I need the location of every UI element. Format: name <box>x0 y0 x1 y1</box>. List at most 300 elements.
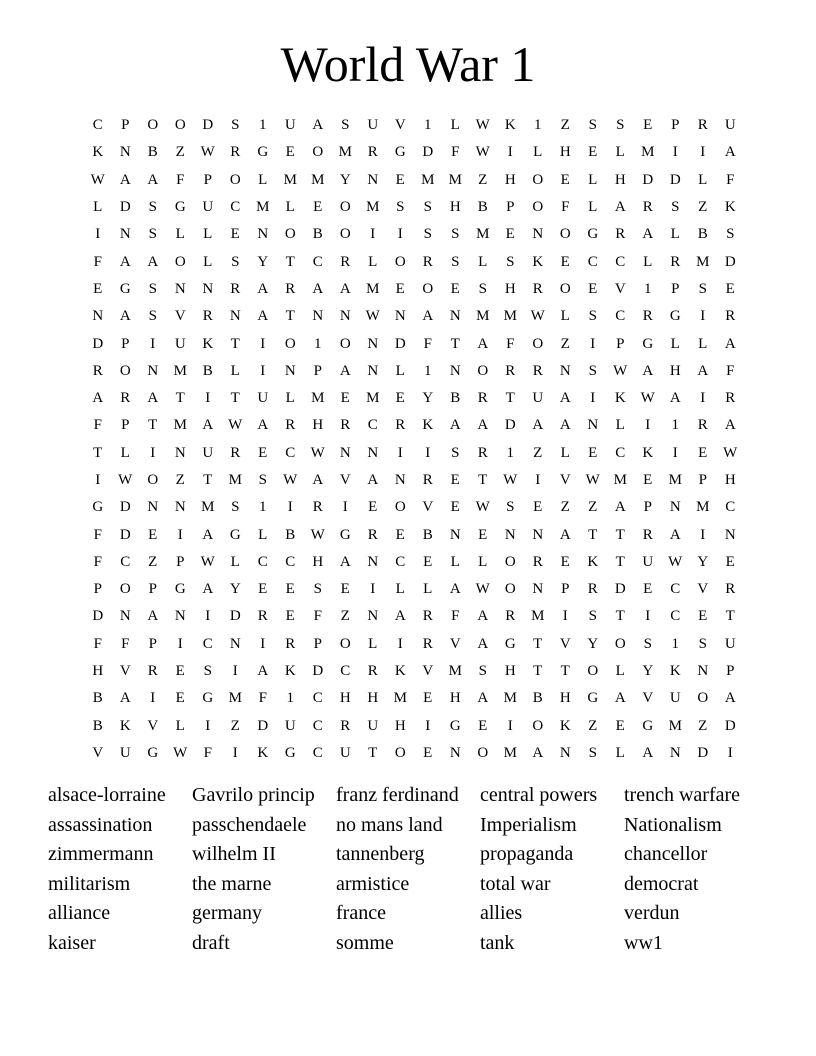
grid-letter: P <box>643 499 652 516</box>
grid-letter: U <box>642 553 654 570</box>
grid-letter: W <box>200 144 215 161</box>
grid-letter: S <box>203 663 212 680</box>
grid-letter: R <box>532 553 543 570</box>
grid-letter: O <box>312 144 324 161</box>
word-list-item: tannenberg <box>336 843 425 866</box>
grid-letter: T <box>533 663 543 680</box>
grid-letter: A <box>477 335 489 352</box>
grid-letter: P <box>203 171 212 188</box>
grid-letter: E <box>423 690 433 707</box>
grid-letter: S <box>588 608 597 625</box>
grid-letter: E <box>368 499 378 516</box>
grid-letter: R <box>285 635 296 652</box>
grid-letter: R <box>230 280 241 297</box>
word-list-item: trench warfare <box>624 784 741 806</box>
grid-letter: A <box>92 390 104 407</box>
grid-letter: N <box>449 744 461 761</box>
grid-letter: E <box>450 280 460 297</box>
grid-letter: A <box>202 581 214 598</box>
grid-letter: N <box>284 362 296 379</box>
grid-letter: O <box>532 335 544 352</box>
grid-letter: O <box>504 581 516 598</box>
grid-letter: U <box>119 744 131 761</box>
grid-letter: C <box>615 253 626 270</box>
grid-letter: U <box>284 717 296 734</box>
grid-letter: H <box>559 690 571 707</box>
grid-letter: R <box>340 253 351 270</box>
grid-letter: A <box>202 526 214 543</box>
grid-letter: A <box>394 608 406 625</box>
grid-letter: G <box>669 308 681 325</box>
grid-letter: Z <box>148 553 158 570</box>
grid-letter: A <box>339 362 351 379</box>
grid-letter: S <box>313 581 322 598</box>
grid-letter: A <box>147 171 159 188</box>
grid-letter: E <box>560 253 570 270</box>
grid-letter: I <box>700 144 706 161</box>
grid-letter: P <box>698 472 707 488</box>
word-list-item: the marne <box>192 872 272 895</box>
grid-letter: S <box>588 362 597 379</box>
grid-letter: T <box>368 744 378 761</box>
grid-letter: S <box>451 226 460 243</box>
grid-letter: P <box>671 280 680 297</box>
grid-letter: W <box>118 472 133 488</box>
grid-letter: D <box>119 199 131 216</box>
grid-letter: H <box>669 362 681 379</box>
grid-letter: B <box>147 144 158 161</box>
grid-letter: A <box>614 499 626 516</box>
grid-letter: E <box>423 553 433 570</box>
word-list-item: alsace-lorraine <box>48 784 166 806</box>
grid-letter: D <box>422 144 434 161</box>
grid-letter: D <box>257 717 269 734</box>
grid-letter: S <box>671 199 680 216</box>
grid-letter: O <box>559 226 571 243</box>
grid-letter: I <box>150 335 156 352</box>
grid-letter: I <box>150 444 156 461</box>
grid-letter: T <box>203 472 213 488</box>
grid-letter: A <box>724 417 736 434</box>
grid-letter: G <box>587 226 599 243</box>
grid-letter: C <box>92 117 103 134</box>
grid-letter: C <box>725 499 736 516</box>
grid-letter: S <box>506 253 515 270</box>
grid-letter: E <box>643 581 653 598</box>
grid-letter: L <box>615 744 625 761</box>
grid-letter: 1 <box>259 117 267 134</box>
grid-letter: Y <box>587 635 599 652</box>
grid-letter: A <box>477 417 489 434</box>
grid-letter: O <box>532 717 544 734</box>
grid-letter: O <box>504 553 516 570</box>
grid-letter: L <box>450 553 460 570</box>
grid-letter: Z <box>560 499 570 516</box>
grid-letter: G <box>229 526 241 543</box>
grid-letter: N <box>587 417 599 434</box>
grid-letter: M <box>421 171 435 188</box>
grid-letter: S <box>341 117 350 134</box>
grid-letter: T <box>505 390 515 407</box>
grid-letter: B <box>422 526 433 543</box>
grid-letter: D <box>119 499 131 516</box>
grid-letter: F <box>93 553 102 570</box>
grid-letter: K <box>284 663 296 680</box>
grid-letter: H <box>339 690 351 707</box>
grid-letter: I <box>232 744 238 761</box>
grid-letter: R <box>367 144 378 161</box>
grid-letter: D <box>697 744 709 761</box>
grid-letter: 1 <box>644 280 652 297</box>
grid-letter: F <box>423 335 432 352</box>
grid-letter: O <box>532 199 544 216</box>
grid-letter: A <box>724 690 736 707</box>
grid-letter: Z <box>478 171 488 188</box>
page-title: World War 1 <box>280 36 536 92</box>
grid-letter: A <box>614 690 626 707</box>
grid-letter: K <box>587 553 599 570</box>
grid-letter: W <box>585 472 600 488</box>
grid-letter: H <box>559 144 571 161</box>
grid-letter: A <box>422 308 434 325</box>
grid-letter: L <box>285 390 295 407</box>
grid-letter: M <box>283 171 297 188</box>
grid-letter: A <box>119 171 131 188</box>
grid-letter: D <box>229 608 241 625</box>
grid-letter: O <box>284 226 296 243</box>
grid-letter: U <box>174 335 186 352</box>
grid-letter: A <box>724 335 736 352</box>
grid-letter: H <box>449 199 461 216</box>
grid-letter: I <box>177 526 183 543</box>
grid-letter: T <box>615 608 625 625</box>
grid-letter: Y <box>257 253 269 270</box>
grid-letter: I <box>95 226 101 243</box>
grid-letter: L <box>423 581 433 598</box>
grid-letter: L <box>175 717 185 734</box>
grid-letter: W <box>200 553 215 570</box>
grid-letter: M <box>476 226 490 243</box>
grid-letter: W <box>503 472 518 488</box>
grid-letter: C <box>587 253 598 270</box>
grid-letter: T <box>148 417 158 434</box>
grid-letter: N <box>724 526 736 543</box>
grid-letter: P <box>616 335 625 352</box>
grid-letter: I <box>590 335 596 352</box>
grid-letter: R <box>312 499 323 516</box>
grid-letter: W <box>475 581 490 598</box>
grid-letter: H <box>504 663 516 680</box>
grid-letter: T <box>478 472 488 488</box>
grid-letter: G <box>257 144 269 161</box>
grid-letter: F <box>203 744 212 761</box>
grid-letter: I <box>370 226 376 243</box>
grid-letter: N <box>559 744 571 761</box>
grid-letter: F <box>561 199 570 216</box>
grid-letter: S <box>148 280 157 297</box>
grid-letter: N <box>229 308 241 325</box>
grid-letter: A <box>257 663 269 680</box>
grid-letter: I <box>150 690 156 707</box>
grid-letter: F <box>258 690 267 707</box>
grid-letter: I <box>177 635 183 652</box>
grid-letter: F <box>726 362 735 379</box>
grid-letter: I <box>260 335 266 352</box>
grid-letter: Z <box>230 717 240 734</box>
grid-letter: G <box>587 690 599 707</box>
grid-letter: G <box>174 199 186 216</box>
grid-letter: T <box>533 635 543 652</box>
grid-letter: Z <box>175 144 185 161</box>
grid-letter: N <box>119 144 131 161</box>
grid-letter: R <box>285 280 296 297</box>
word-list-item: no mans land <box>336 813 443 836</box>
grid-letter: P <box>313 635 322 652</box>
grid-letter: F <box>726 171 735 188</box>
grid-letter: R <box>120 390 131 407</box>
grid-letter: G <box>642 717 654 734</box>
grid-letter: M <box>201 499 215 516</box>
grid-letter: P <box>148 581 157 598</box>
grid-letter: I <box>397 444 403 461</box>
grid-letter: W <box>613 362 628 379</box>
grid-letter: T <box>615 553 625 570</box>
grid-letter: S <box>258 472 267 488</box>
grid-letter: E <box>230 226 240 243</box>
grid-letter: I <box>700 390 706 407</box>
grid-letter: C <box>285 444 296 461</box>
grid-letter: R <box>285 417 296 434</box>
grid-letter: L <box>698 335 708 352</box>
word-list-item: propaganda <box>480 843 574 866</box>
grid-letter: W <box>723 444 738 461</box>
grid-letter: D <box>614 581 626 598</box>
grid-letter: O <box>339 199 351 216</box>
grid-letter: S <box>616 117 625 134</box>
grid-letter: W <box>228 417 243 434</box>
grid-letter: A <box>559 390 571 407</box>
word-list-item: Nationalism <box>624 813 722 836</box>
grid-letter: Y <box>339 171 351 188</box>
grid-letter: Z <box>560 117 570 134</box>
grid-letter: E <box>313 199 323 216</box>
grid-letter: Z <box>588 717 598 734</box>
grid-letter: B <box>92 690 103 707</box>
grid-letter: N <box>697 663 709 680</box>
grid-letter: M <box>641 144 655 161</box>
grid-letter: B <box>697 226 708 243</box>
grid-letter: G <box>642 335 654 352</box>
grid-letter: A <box>642 744 654 761</box>
grid-letter: R <box>422 472 433 488</box>
grid-letter: N <box>202 280 214 297</box>
grid-letter: W <box>310 444 325 461</box>
grid-letter: L <box>258 171 268 188</box>
grid-letter: L <box>395 581 405 598</box>
grid-letter: K <box>642 444 654 461</box>
grid-letter: I <box>672 144 678 161</box>
grid-letter: S <box>451 253 460 270</box>
grid-letter: O <box>477 744 489 761</box>
grid-letter: L <box>670 335 680 352</box>
grid-letter: B <box>202 362 213 379</box>
grid-letter: G <box>119 280 131 297</box>
grid-letter: D <box>724 253 736 270</box>
grid-letter: F <box>93 417 102 434</box>
grid-letter: V <box>147 717 159 734</box>
grid-letter: Z <box>175 472 185 488</box>
grid-letter: R <box>642 308 653 325</box>
grid-letter: K <box>559 717 571 734</box>
grid-letter: N <box>449 526 461 543</box>
grid-letter: I <box>672 444 678 461</box>
grid-letter: C <box>395 553 406 570</box>
grid-letter: N <box>669 499 681 516</box>
grid-letter: U <box>339 744 351 761</box>
grid-letter: Z <box>340 608 350 625</box>
letter-grid <box>84 112 744 767</box>
grid-letter: E <box>148 526 158 543</box>
grid-letter: N <box>532 581 544 598</box>
grid-letter: O <box>587 663 599 680</box>
grid-letter: L <box>203 253 213 270</box>
grid-letter: R <box>92 362 103 379</box>
grid-letter: A <box>339 280 351 297</box>
grid-letter: I <box>590 390 596 407</box>
grid-letter: R <box>422 608 433 625</box>
grid-letter: E <box>93 280 103 297</box>
grid-letter: F <box>93 253 102 270</box>
grid-letter: N <box>367 444 379 461</box>
grid-letter: A <box>202 417 214 434</box>
grid-letter: U <box>669 690 681 707</box>
grid-letter: R <box>340 717 351 734</box>
grid-letter: F <box>313 608 322 625</box>
grid-letter: Y <box>229 581 241 598</box>
grid-letter: T <box>588 526 598 543</box>
grid-letter: K <box>504 117 516 134</box>
grid-letter: L <box>258 526 268 543</box>
word-list-item: kaiser <box>48 931 96 954</box>
grid-letter: M <box>173 362 187 379</box>
grid-letter: G <box>202 690 214 707</box>
grid-letter: I <box>425 444 431 461</box>
grid-letter: A <box>119 690 131 707</box>
grid-letter: K <box>614 390 626 407</box>
word-list-item: tank <box>480 931 515 954</box>
grid-letter: S <box>451 444 460 461</box>
grid-letter: S <box>698 280 707 297</box>
grid-letter: O <box>394 499 406 516</box>
grid-letter: M <box>311 390 325 407</box>
grid-letter: S <box>423 226 432 243</box>
word-list-item: armistice <box>336 872 410 895</box>
grid-letter: E <box>560 171 570 188</box>
grid-letter: M <box>366 390 380 407</box>
grid-letter: L <box>230 553 240 570</box>
grid-letter: M <box>503 744 517 761</box>
grid-letter: S <box>588 308 597 325</box>
grid-letter: O <box>697 690 709 707</box>
grid-letter: F <box>93 526 102 543</box>
grid-letter: A <box>257 417 269 434</box>
grid-letter: R <box>340 417 351 434</box>
grid-letter: O <box>559 280 571 297</box>
grid-letter: E <box>698 444 708 461</box>
grid-letter: N <box>669 744 681 761</box>
grid-letter: M <box>256 199 270 216</box>
grid-letter: H <box>724 472 736 488</box>
grid-letter: I <box>700 308 706 325</box>
grid-letter: E <box>285 608 295 625</box>
word-list-item: zimmermann <box>48 843 154 866</box>
grid-letter: A <box>614 199 626 216</box>
grid-letter: M <box>531 608 545 625</box>
grid-letter: S <box>148 308 157 325</box>
grid-letter: N <box>147 499 159 516</box>
grid-letter: W <box>173 744 188 761</box>
grid-letter: E <box>560 553 570 570</box>
grid-letter: L <box>120 444 130 461</box>
grid-letter: I <box>507 144 513 161</box>
grid-letter: M <box>448 663 462 680</box>
grid-letter: E <box>285 144 295 161</box>
grid-letter: T <box>725 608 735 625</box>
grid-letter: R <box>230 444 241 461</box>
grid-letter: K <box>202 335 214 352</box>
grid-letter: L <box>478 253 488 270</box>
grid-letter: L <box>615 417 625 434</box>
grid-letter: I <box>727 744 733 761</box>
grid-letter: B <box>532 690 543 707</box>
grid-letter: O <box>284 335 296 352</box>
word-list-item: Imperialism <box>480 813 577 836</box>
grid-letter: N <box>147 362 159 379</box>
grid-letter: E <box>175 690 185 707</box>
grid-letter: 1 <box>286 690 294 707</box>
grid-letter: R <box>587 581 598 598</box>
grid-letter: O <box>532 171 544 188</box>
grid-letter: E <box>450 472 460 488</box>
grid-letter: V <box>339 472 351 488</box>
grid-letter: A <box>257 308 269 325</box>
grid-letter: S <box>726 226 735 243</box>
grid-letter: N <box>394 308 406 325</box>
grid-letter: S <box>231 117 240 134</box>
grid-letter: F <box>506 335 515 352</box>
grid-letter: L <box>615 144 625 161</box>
grid-letter: C <box>120 553 131 570</box>
grid-letter: A <box>669 390 681 407</box>
word-list-item: militarism <box>48 872 131 895</box>
grid-letter: D <box>642 171 654 188</box>
word-list-item: alliance <box>48 902 111 925</box>
grid-letter: R <box>367 663 378 680</box>
grid-letter: 1 <box>259 499 267 516</box>
grid-letter: S <box>478 663 487 680</box>
word-list-item: franz ferdinand <box>336 784 459 806</box>
grid-letter: I <box>562 608 568 625</box>
grid-letter: E <box>725 553 735 570</box>
grid-letter: E <box>643 117 653 134</box>
grid-letter: S <box>148 226 157 243</box>
grid-letter: 1 <box>534 117 542 134</box>
grid-letter: S <box>478 280 487 297</box>
grid-letter: T <box>560 663 570 680</box>
grid-letter: W <box>90 171 105 188</box>
grid-letter: I <box>232 663 238 680</box>
grid-letter: F <box>176 171 185 188</box>
